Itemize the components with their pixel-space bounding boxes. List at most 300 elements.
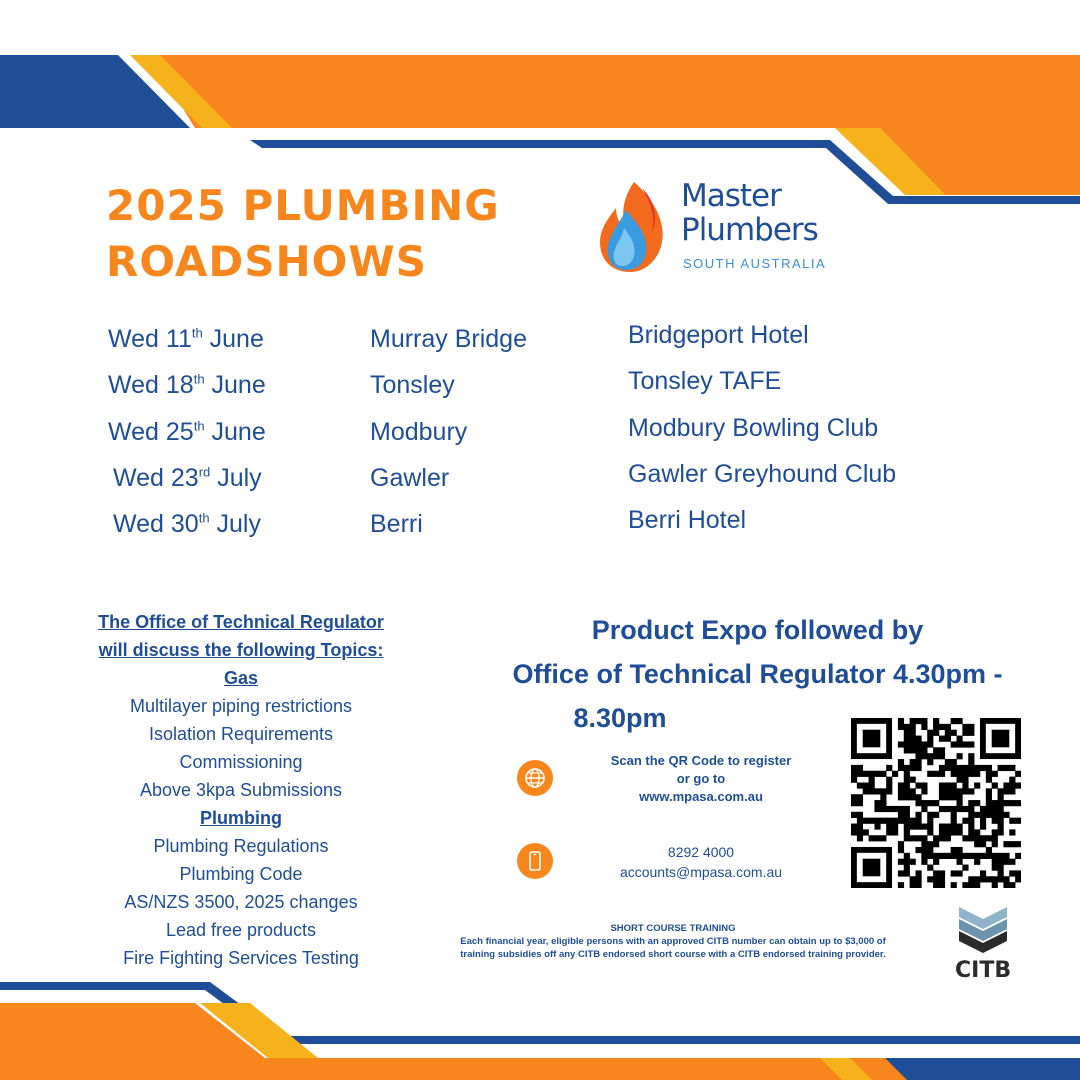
qr-module — [851, 765, 857, 771]
qr-module — [986, 765, 992, 771]
qr-module — [992, 876, 998, 882]
qr-module — [1003, 800, 1009, 806]
qr-module — [957, 800, 963, 806]
qr-module — [915, 882, 921, 888]
qr-module — [968, 835, 974, 841]
gas-topic: Above 3kpa Submissions — [139, 780, 343, 800]
qr-module — [957, 870, 963, 876]
qr-module — [898, 724, 904, 730]
qr-module — [939, 794, 945, 800]
qr-module — [898, 818, 904, 824]
qr-module — [968, 829, 974, 835]
qr-module — [910, 794, 916, 800]
qr-module — [915, 736, 921, 742]
qr-module — [968, 800, 974, 806]
qr-module — [980, 824, 986, 830]
globe-icon-glyph — [517, 760, 553, 796]
qr-module — [886, 829, 892, 835]
qr-module — [933, 771, 939, 777]
qr-module — [898, 788, 904, 794]
qr-module — [992, 829, 998, 835]
qr-module — [939, 782, 945, 788]
qr-module — [968, 824, 974, 830]
qr-module — [986, 835, 992, 841]
qr-module — [851, 794, 857, 800]
qr-module — [915, 800, 921, 806]
qr-module — [951, 788, 957, 794]
qr-module — [869, 782, 875, 788]
qr-module — [869, 771, 875, 777]
qr-module — [933, 800, 939, 806]
qr-module — [904, 818, 910, 824]
qr-module — [992, 812, 998, 818]
qr-module — [962, 835, 968, 841]
qr-module — [968, 812, 974, 818]
logo-subtitle: SOUTH AUSTRALIA — [683, 256, 827, 271]
qr-module — [986, 771, 992, 777]
qr-module — [957, 736, 963, 742]
qr-module — [874, 835, 880, 841]
schedule-town-4: Gawler — [370, 464, 450, 492]
qr-module — [986, 853, 992, 859]
qr-module — [886, 818, 892, 824]
qr-module — [933, 853, 939, 859]
title-line-1: 2025 PLUMBING — [106, 181, 500, 230]
qr-module — [939, 853, 945, 859]
qr-module — [904, 736, 910, 742]
logo-word-master: Master — [681, 178, 781, 214]
qr-module — [915, 876, 921, 882]
qr-module — [904, 777, 910, 783]
qr-module — [910, 747, 916, 753]
qr-module — [898, 870, 904, 876]
qr-module — [904, 747, 910, 753]
plumbing-topic: AS/NZS 3500, 2025 changes — [124, 892, 358, 912]
qr-module — [998, 800, 1004, 806]
qr-module — [986, 777, 992, 783]
qr-module — [980, 835, 986, 841]
qr-module — [921, 859, 927, 865]
qr-module — [945, 759, 951, 765]
qr-module — [927, 800, 933, 806]
qr-module — [968, 788, 974, 794]
qr-module — [1009, 859, 1015, 865]
qr-module — [921, 824, 927, 830]
qr-module — [892, 806, 898, 812]
qr-module — [974, 859, 980, 865]
qr-module — [998, 794, 1004, 800]
qr-module — [998, 865, 1004, 871]
qr-module — [974, 829, 980, 835]
qr-module — [933, 870, 939, 876]
qr-module — [921, 841, 927, 847]
qr-module — [851, 812, 857, 818]
qr-module — [986, 806, 992, 812]
short-course-line-2: training subsidies off any CITB endorsed short course with a CITB endorsed training provider. — [460, 949, 886, 960]
qr-module — [915, 870, 921, 876]
qr-module — [951, 741, 957, 747]
qr-module — [1003, 812, 1009, 818]
qr-module — [933, 876, 939, 882]
qr-module — [962, 788, 968, 794]
qr-module — [874, 806, 880, 812]
phone-icon — [517, 843, 553, 879]
qr-module — [968, 771, 974, 777]
qr-module — [880, 771, 886, 777]
qr-module — [992, 818, 998, 824]
plumbing-topic: Fire Fighting Services Testing — [123, 948, 359, 968]
qr-module — [957, 853, 963, 859]
qr-module — [951, 794, 957, 800]
qr-module — [904, 730, 910, 736]
qr-module — [939, 788, 945, 794]
qr-module — [857, 818, 863, 824]
qr-module — [904, 765, 910, 771]
qr-module — [898, 794, 904, 800]
qr-module — [962, 782, 968, 788]
qr-module — [980, 818, 986, 824]
qr-module — [921, 835, 927, 841]
qr-module — [921, 718, 927, 724]
schedule-date-4: Wed 23rd July — [113, 464, 262, 492]
qr-module — [851, 824, 857, 830]
qr-module — [998, 818, 1004, 824]
qr-module — [933, 859, 939, 865]
qr-module — [962, 853, 968, 859]
qr-module — [904, 853, 910, 859]
globe-icon — [517, 760, 553, 796]
qr-module — [939, 771, 945, 777]
qr-module — [869, 818, 875, 824]
qr-module — [974, 853, 980, 859]
qr-module — [874, 824, 880, 830]
qr-module — [957, 806, 963, 812]
qr-module — [962, 777, 968, 783]
qr-module — [915, 818, 921, 824]
contact-phone[interactable]: 8292 4000 — [667, 844, 735, 860]
qr-module — [1015, 876, 1021, 882]
qr-finder — [863, 730, 881, 748]
qr-module — [915, 794, 921, 800]
qr-module — [939, 753, 945, 759]
expo-line-1: Product Expo followed by — [591, 615, 924, 645]
qr-module — [915, 835, 921, 841]
qr-module — [986, 800, 992, 806]
qr-module — [939, 765, 945, 771]
qr-module — [1003, 859, 1009, 865]
qr-module — [904, 859, 910, 865]
flame-drop-icon — [596, 180, 668, 274]
qr-module — [939, 835, 945, 841]
qr-module — [968, 724, 974, 730]
qr-module — [945, 824, 951, 830]
qr-module — [951, 870, 957, 876]
qr-module — [857, 824, 863, 830]
qr-module — [892, 829, 898, 835]
qr-module — [962, 806, 968, 812]
qr-module — [1009, 777, 1015, 783]
qr-module — [980, 765, 986, 771]
qr-module — [857, 771, 863, 777]
qr-module — [857, 829, 863, 835]
register-line-1: Scan the QR Code to register — [610, 753, 792, 768]
qr-module — [1015, 800, 1021, 806]
qr-module — [939, 876, 945, 882]
qr-module — [921, 853, 927, 859]
qr-module — [974, 771, 980, 777]
qr-module — [898, 812, 904, 818]
qr-module — [904, 806, 910, 812]
expo-line-2: Office of Technical Regulator 4.30pm - — [512, 659, 1003, 689]
qr-module — [939, 736, 945, 742]
qr-module — [951, 730, 957, 736]
qr-module — [957, 765, 963, 771]
qr-module — [951, 829, 957, 835]
contact-info — [590, 842, 812, 882]
qr-module — [974, 882, 980, 888]
gas-topic: Multilayer piping restrictions — [129, 696, 353, 716]
schedule-venue-2: Tonsley TAFE — [628, 367, 782, 395]
qr-module — [898, 765, 904, 771]
qr-module — [886, 782, 892, 788]
qr-module — [915, 765, 921, 771]
qr-module — [1003, 782, 1009, 788]
qr-module — [962, 765, 968, 771]
qr-module — [1009, 882, 1015, 888]
qr-module — [857, 812, 863, 818]
qr-module — [863, 818, 869, 824]
qr-module — [1003, 841, 1009, 847]
qr-module — [927, 829, 933, 835]
qr-module — [1015, 818, 1021, 824]
plumbing-heading: Plumbing — [200, 808, 282, 828]
qr-module — [951, 771, 957, 777]
qr-module — [927, 865, 933, 871]
qr-module — [927, 753, 933, 759]
qr-module — [880, 794, 886, 800]
qr-module — [851, 800, 857, 806]
qr-module — [974, 841, 980, 847]
qr-module — [921, 724, 927, 730]
qr-module — [945, 730, 951, 736]
qr-module — [962, 741, 968, 747]
qr-module — [886, 777, 892, 783]
qr-module — [933, 882, 939, 888]
short-course-line-1: Each financial year, eligible persons with an approved CITB number can obtain up to $3,000 of — [460, 936, 886, 947]
qr-module — [869, 777, 875, 783]
qr-module — [863, 771, 869, 777]
qr-module — [857, 782, 863, 788]
qr-module — [968, 876, 974, 882]
topics-panel — [70, 608, 412, 972]
qr-module — [962, 724, 968, 730]
qr-module — [904, 724, 910, 730]
qr-module — [992, 782, 998, 788]
qr-module — [851, 829, 857, 835]
qr-module — [910, 765, 916, 771]
qr-module — [945, 853, 951, 859]
qr-module — [910, 824, 916, 830]
qr-module — [927, 876, 933, 882]
qr-module — [951, 847, 957, 853]
qr-module — [863, 788, 869, 794]
qr-module — [904, 794, 910, 800]
qr-module — [968, 882, 974, 888]
schedule-venue-4: Gawler Greyhound Club — [628, 460, 897, 488]
qr-module — [851, 771, 857, 777]
qr-module — [945, 765, 951, 771]
qr-module — [880, 788, 886, 794]
phone-icon-glyph — [517, 843, 553, 879]
bottom-blue-corner — [885, 1058, 1080, 1080]
qr-module — [992, 841, 998, 847]
qr-module — [910, 876, 916, 882]
qr-module — [1009, 818, 1015, 824]
qr-module — [904, 824, 910, 830]
qr-finder — [992, 730, 1010, 748]
qr-module — [933, 724, 939, 730]
qr-module — [892, 824, 898, 830]
qr-module — [892, 818, 898, 824]
plumbing-topic: Plumbing Code — [179, 864, 303, 884]
qr-module — [957, 741, 963, 747]
qr-finder — [863, 859, 881, 877]
qr-module — [921, 788, 927, 794]
qr-module — [992, 835, 998, 841]
qr-module — [898, 782, 904, 788]
qr-module — [939, 829, 945, 835]
qr-module — [939, 724, 945, 730]
qr-module — [886, 806, 892, 812]
qr-module — [904, 870, 910, 876]
qr-module — [927, 741, 933, 747]
qr-module — [915, 824, 921, 830]
qr-module — [957, 829, 963, 835]
short-course-info — [412, 922, 934, 961]
qr-module — [957, 824, 963, 830]
qr-module — [957, 753, 963, 759]
schedule-date-2: Wed 18th June — [108, 371, 266, 399]
register-website-link[interactable]: www.mpasa.com.au — [639, 789, 763, 804]
qr-module — [974, 876, 980, 882]
qr-module — [904, 741, 910, 747]
qr-module — [898, 718, 904, 724]
qr-module — [957, 788, 963, 794]
qr-module — [980, 841, 986, 847]
qr-module — [951, 812, 957, 818]
qr-module — [1009, 800, 1015, 806]
qr-module — [915, 782, 921, 788]
qr-module — [904, 812, 910, 818]
qr-module — [951, 718, 957, 724]
qr-module — [974, 835, 980, 841]
qr-module — [927, 847, 933, 853]
qr-module — [915, 812, 921, 818]
qr-module — [910, 718, 916, 724]
qr-module — [927, 759, 933, 765]
qr-module — [904, 788, 910, 794]
qr-module — [957, 718, 963, 724]
contact-email[interactable]: accounts@mpasa.com.au — [619, 864, 783, 880]
qr-module — [951, 806, 957, 812]
qr-module — [974, 812, 980, 818]
schedule-town-1: Murray Bridge — [370, 325, 527, 353]
qr-module — [892, 771, 898, 777]
qr-module — [968, 730, 974, 736]
qr-module — [863, 782, 869, 788]
qr-module — [927, 818, 933, 824]
qr-module — [945, 724, 951, 730]
qr-module — [904, 865, 910, 871]
qr-module — [951, 824, 957, 830]
qr-module — [986, 812, 992, 818]
qr-module — [921, 753, 927, 759]
qr-module — [1003, 765, 1009, 771]
qr-module — [851, 777, 857, 783]
qr-module — [968, 818, 974, 824]
qr-module — [998, 853, 1004, 859]
qr-module — [915, 847, 921, 853]
logo-word-plumbers: Plumbers — [681, 212, 818, 248]
qr-module — [980, 806, 986, 812]
qr-module — [898, 741, 904, 747]
qr-module — [998, 824, 1004, 830]
gas-topic: Isolation Requirements — [148, 724, 334, 744]
qr-module — [910, 859, 916, 865]
qr-module — [927, 824, 933, 830]
qr-code[interactable] — [851, 718, 1021, 888]
qr-module — [933, 841, 939, 847]
gas-heading: Gas — [223, 668, 259, 688]
qr-module — [980, 812, 986, 818]
qr-module — [927, 812, 933, 818]
schedule-town-3: Modbury — [370, 418, 468, 446]
qr-module — [957, 794, 963, 800]
qr-module — [1003, 853, 1009, 859]
qr-module — [968, 765, 974, 771]
qr-module — [915, 718, 921, 724]
plumbing-topic: Plumbing Regulations — [153, 836, 329, 856]
qr-module — [1015, 870, 1021, 876]
top-orange-band — [150, 55, 1080, 195]
qr-module — [992, 800, 998, 806]
qr-module — [898, 806, 904, 812]
qr-module — [951, 853, 957, 859]
qr-module — [998, 765, 1004, 771]
qr-module — [1015, 853, 1021, 859]
qr-module — [968, 759, 974, 765]
qr-module — [980, 876, 986, 882]
qr-module — [869, 788, 875, 794]
expo-line-3: 8.30pm — [573, 703, 667, 733]
citb-label: CITB — [955, 958, 1012, 983]
qr-module — [945, 794, 951, 800]
qr-module — [986, 876, 992, 882]
qr-module — [874, 800, 880, 806]
qr-module — [951, 765, 957, 771]
qr-module — [910, 882, 916, 888]
qr-module — [910, 835, 916, 841]
qr-module — [898, 841, 904, 847]
qr-module — [945, 806, 951, 812]
qr-module — [992, 771, 998, 777]
qr-module — [933, 718, 939, 724]
register-info — [590, 752, 812, 806]
topics-heading-2: will discuss the following Topics: — [98, 640, 384, 660]
short-course-heading: SHORT COURSE TRAINING — [610, 923, 736, 934]
qr-code-graphic — [851, 718, 1021, 888]
qr-module — [910, 788, 916, 794]
